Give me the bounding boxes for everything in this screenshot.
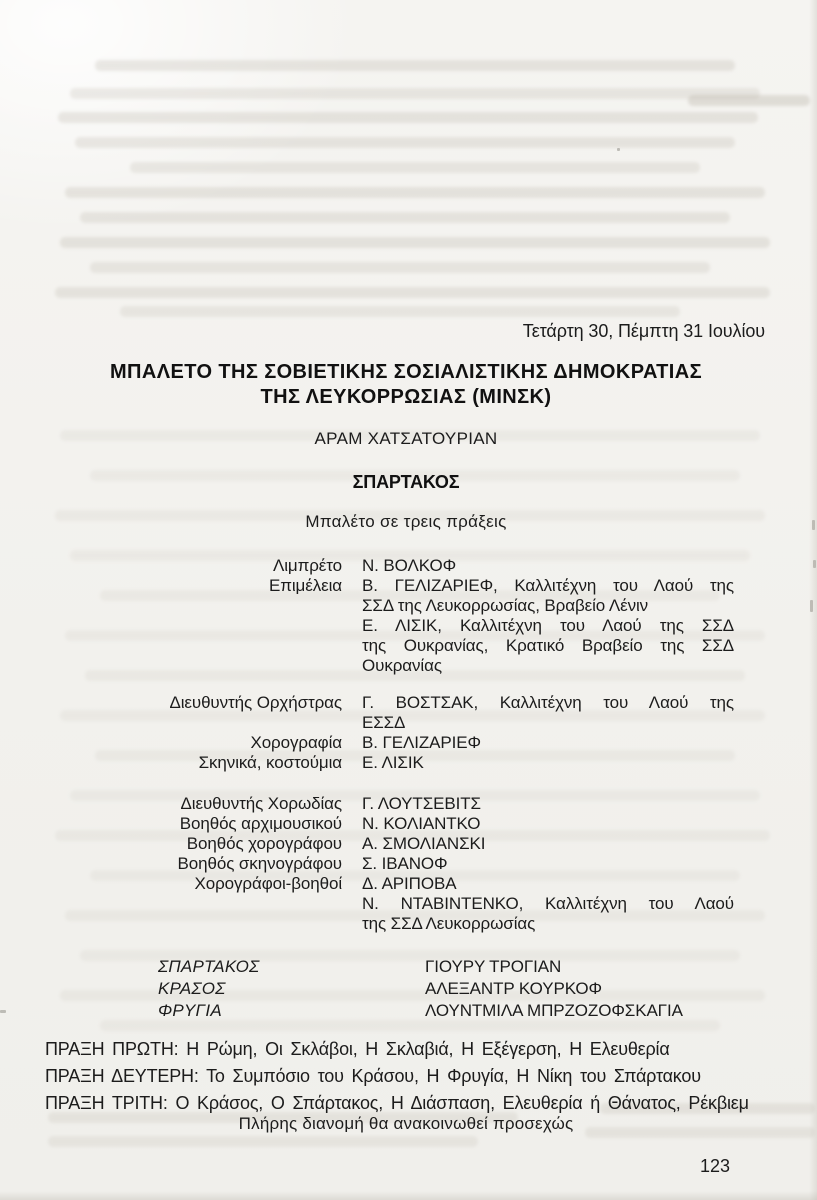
credit-role-label: Χορογράφοι-βοηθοί	[194, 874, 342, 893]
credit-value-line: ΣΣΔ της Λευκορρωσίας, Βραβείο Λένιν	[362, 596, 649, 615]
page-number: 123	[699, 1156, 730, 1176]
credit-value-line: Δ. ΑΡΙΠΟΒΑ	[362, 874, 457, 893]
act-line: ΠΡΑΞΗ ΠΡΩΤΗ: Η Ρώμη, Οι Σκλάβοι, Η Σκλαβιά, Η Εξέγερση, Η Ελευθερία	[45, 1039, 670, 1059]
credit-value	[362, 556, 734, 576]
credit-value-line: ΕΣΣΔ	[362, 713, 406, 732]
bleed-line	[60, 237, 770, 248]
credits-list	[45, 556, 767, 934]
credit-role-label: Βοηθός σκηνογράφου	[177, 854, 342, 873]
bleed-line	[75, 137, 735, 148]
credit-value-line: Γ. ΛΟΥΤΣΕΒΙΤΣ	[362, 794, 481, 813]
credit-row	[45, 854, 767, 874]
credit-value-line: Ν. ΒΟΛΚΟΦ	[362, 556, 457, 575]
bleed-line	[90, 262, 710, 273]
credit-value	[362, 834, 734, 854]
cast-performer: ΓΙΟΥΡΥ ΤΡΟΓΙΑΝ	[425, 957, 562, 976]
bleed-line	[48, 1136, 478, 1147]
cast-row	[45, 978, 767, 1000]
composer-name: ΑΡΑΜ ΧΑΤΣΑΤΟΥΡΙΑΝ	[314, 429, 498, 448]
act-line: ΠΡΑΞΗ ΔΕΥΤΕΡΗ: Το Συμπόσιο του Κράσου, Η Φρυγία, Η Νίκη του Σπάρτακου	[45, 1066, 701, 1086]
bleed-line	[70, 88, 760, 99]
credit-value-line: της ΣΣΔ Λευκορρωσίας	[362, 914, 536, 933]
act-line: ΠΡΑΞΗ ΤΡΙΤΗ: Ο Κράσος, Ο Σπάρτακος, Η Διάσπαση, Ελευθερία ή Θάνατος, Ρέκβιεμ	[45, 1093, 749, 1113]
credit-role-label: Διευθυντής Ορχήστρας	[169, 693, 342, 712]
credit-value-line: Ν. ΝΤΑΒΙΝΤΕΝΚΟ, Καλλιτέχνη του Λαού	[362, 894, 734, 913]
work-title: ΣΠΑΡΤΑΚΟΣ	[352, 472, 460, 492]
bleed-line	[130, 162, 700, 173]
credit-value	[362, 794, 734, 814]
credit-row	[45, 693, 767, 733]
scan-edge-shadow	[809, 0, 817, 1200]
cast-role: ΚΡΑΣΟΣ	[158, 979, 226, 998]
credit-value-line: Ουκρανίας	[362, 656, 442, 675]
cast-role: ΣΠΑΡΤΑΚΟΣ	[158, 957, 260, 976]
title-line-1: ΜΠΑΛΕΤΟ ΤΗΣ ΣΟΒΙΕΤΙΚΗΣ ΣΟΣΙΑΛΙΣΤΙΚΗΣ ΔΗΜΟΚΡΑΤΙΑΣ	[109, 361, 702, 383]
credit-value	[362, 854, 734, 874]
cast-row	[45, 956, 767, 978]
credit-row	[45, 834, 767, 854]
title-line-2: ΤΗΣ ΛΕΥΚΟΡΡΩΣΙΑΣ (ΜΙΝΣΚ)	[260, 386, 552, 408]
credit-role-label: Διευθυντής Χορωδίας	[180, 794, 342, 813]
credit-value	[362, 874, 734, 934]
cast-role: ΦΡΥΓΙΑ	[158, 1001, 222, 1020]
credit-value-line: Ν. ΚΟΛΙΑΝΤΚΟ	[362, 814, 481, 833]
footer-note: Πλήρης διανομή θα ανακοινωθεί προσεχώς	[238, 1114, 574, 1133]
credit-value-line: Ε. ΛΙΣΙΚ	[362, 753, 424, 772]
work-subtitle: Μπαλέτο σε τρεις πράξεις	[305, 512, 507, 531]
credit-group	[45, 693, 767, 773]
acts-summary	[45, 1036, 772, 1117]
credit-value-line: Σ. ΙΒΑΝΟΦ	[362, 854, 448, 873]
cast-list	[45, 956, 767, 1022]
credit-group	[45, 556, 767, 676]
cast-row	[45, 1000, 767, 1022]
bleed-line	[55, 287, 770, 298]
bleed-line	[58, 112, 758, 123]
bleed-line	[80, 212, 730, 223]
bleed-line	[120, 306, 680, 317]
credit-value-line: της Ουκρανίας, Κρατικό Βραβείο της ΣΣΔ	[362, 636, 734, 655]
credit-row	[45, 814, 767, 834]
credit-role-label: Σκηνικά, κοστούμια	[198, 753, 342, 772]
credit-value-line: Ε. ΛΙΣΙΚ, Καλλιτέχνη του Λαού της ΣΣΔ	[362, 616, 734, 635]
credit-value-line: Γ. ΒΟΣΤΣΑΚ, Καλλιτέχνη του Λαού της	[362, 693, 734, 712]
credit-role-label: Βοηθός χορογράφου	[186, 834, 342, 853]
credit-value	[362, 753, 734, 773]
credit-value	[362, 693, 734, 733]
credit-row	[45, 794, 767, 814]
credit-role-label: Χορογραφία	[250, 733, 342, 752]
cast-performer: ΑΛΕΞΑΝΤΡ ΚΟΥΡΚΟΦ	[425, 979, 603, 998]
credit-value-line: Α. ΣΜΟΛΙΑΝΣΚΙ	[362, 834, 486, 853]
page-title	[45, 360, 767, 410]
credit-value	[362, 733, 734, 753]
credit-role-label: Επιμέλεια	[268, 576, 342, 595]
credit-value-line: Β. ΓΕΛΙΖΑΡΙΕΦ, Καλλιτέχνη του Λαού της	[362, 576, 734, 595]
credit-group	[45, 794, 767, 934]
credit-row	[45, 753, 767, 773]
credit-row	[45, 733, 767, 753]
credit-role-label: Βοηθός αρχιμουσικού	[179, 814, 342, 833]
bleed-line	[688, 95, 810, 106]
bleed-line	[65, 187, 765, 198]
credit-row	[45, 874, 767, 934]
credit-role-label: Λιμπρέτο	[272, 556, 342, 575]
credit-row	[45, 556, 767, 576]
scan-bottom-shadow	[0, 1191, 817, 1200]
cast-performer: ΛΟΥΝΤΜΙΛΑ ΜΠΡΖΟΖΟΦΣΚΑΓΙΑ	[425, 1001, 683, 1020]
credit-value	[362, 814, 734, 834]
scan-speck	[617, 148, 620, 151]
bleed-line	[95, 60, 735, 71]
credit-value	[362, 576, 734, 676]
scan-speck	[0, 1010, 6, 1013]
performance-dates: Τετάρτη 30, Πέμπτη 31 Ιουλίου	[522, 321, 765, 341]
credit-row	[45, 576, 767, 676]
credit-value-line: Β. ΓΕΛΙΖΑΡΙΕΦ	[362, 733, 481, 752]
